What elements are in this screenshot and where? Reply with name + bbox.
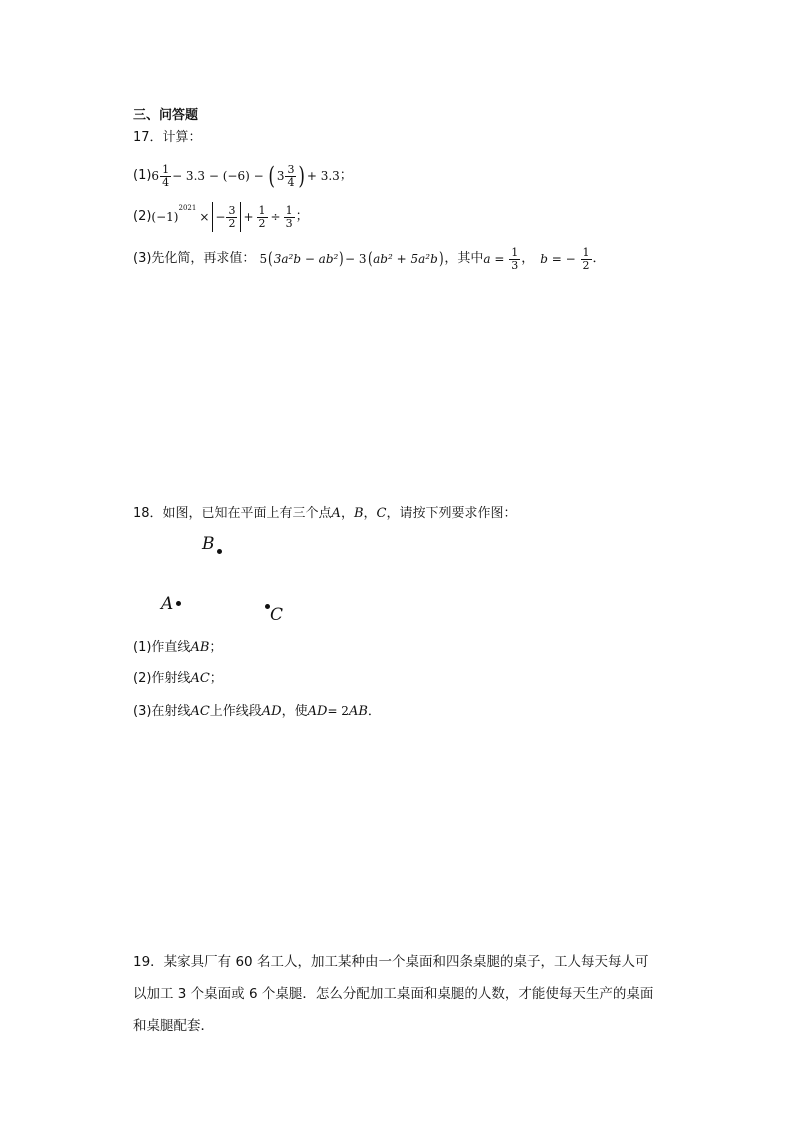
q18-stem-point-c: C xyxy=(376,506,387,521)
q18-item-1: (1)作直线AB； xyxy=(133,640,223,655)
right-paren: ) xyxy=(339,248,344,269)
q18-stem-point-a: A xyxy=(331,506,341,521)
q17-p3-expr1: 3a²b − ab² xyxy=(273,252,339,266)
q17-p3-coef1: 5 xyxy=(259,252,268,266)
q17-p2-plus: + xyxy=(243,210,254,224)
q17-p3-index: (3) xyxy=(133,251,152,266)
q17-p3-sep: ， xyxy=(521,251,535,266)
q19-line-3: 和桌腿配套． xyxy=(133,1018,214,1034)
right-paren: ) xyxy=(298,162,306,190)
left-paren: ( xyxy=(268,162,276,190)
q17-p2-times: × xyxy=(199,210,210,224)
q17-p1-index: (1) xyxy=(133,168,152,183)
q18-stem-pre: 18．如图，已知在平面上有三个点 xyxy=(133,506,332,521)
q18-item-3: (3)在射线AC上作线段AD，使AD= 2AB． xyxy=(133,704,381,719)
q17-p3-frac-b: $\frac{1}{2}$ xyxy=(582,245,590,272)
q17-part1 xyxy=(133,160,353,192)
left-paren: ( xyxy=(367,248,373,269)
q17-p3-frac-a: $\frac{1}{3}$ xyxy=(511,245,519,272)
q17-p1-frac2: $\frac{3}{4}$ xyxy=(287,162,295,189)
q17-p3-lead: 先化简，再求值： xyxy=(151,251,256,266)
q17-part3 xyxy=(133,243,606,275)
point-a-dot xyxy=(176,601,181,606)
q17-p3-coef2: − 3 xyxy=(344,252,367,266)
q19-line-2: 以加工 3 个桌面或 6 个桌腿．怎么分配加工桌面和桌腿的人数，才能使每天生产的桌面 xyxy=(133,986,654,1002)
q17-p3-var-b: b xyxy=(540,252,548,266)
q18-stem: 18．如图，已知在平面上有三个点A，B，C，请按下列要求作图： xyxy=(133,506,517,521)
q17-p1-end: ； xyxy=(339,168,353,183)
q17-p2-base: (−1) xyxy=(151,210,179,224)
q17-p3-eq1: = xyxy=(490,252,509,266)
q19-line-1: 19．某家具厂有 60 名工人，加工某种由一个桌面和四条桌腿的桌子，工人每天每人可 xyxy=(133,954,649,970)
q18-stem-post: ，请按下列要求作图： xyxy=(386,506,517,521)
q17-p1-frac1: $\frac{1}{4}$ xyxy=(162,162,170,189)
q17-p2-divide: ÷ xyxy=(270,210,281,224)
q17-p1-whole2: 3 xyxy=(276,169,285,183)
q17-p3-end: ． xyxy=(592,251,606,266)
q17-p2-index: (2) xyxy=(133,209,152,224)
q17-p3-mid: ，其中 xyxy=(444,251,484,266)
q18-stem-point-b: B xyxy=(353,506,364,521)
q17-p2-exponent: 2021 xyxy=(178,204,197,212)
q17-p2-end: ； xyxy=(295,209,309,224)
q17-p2-frac2: $\frac{1}{3}$ xyxy=(285,203,293,230)
point-b-dot xyxy=(217,549,222,554)
q17-p1-term3: − xyxy=(249,169,268,183)
left-paren: ( xyxy=(268,248,273,269)
q17-p3-eq2: = − xyxy=(547,252,580,266)
q17-p2-absolute-value: − $\frac{3}{2}$ xyxy=(212,202,241,232)
section-title: 三、问答题 xyxy=(133,108,199,123)
point-b-label: B xyxy=(202,534,215,554)
q17-p1-whole1: 6 xyxy=(151,169,160,183)
q17-part2 xyxy=(133,200,309,234)
q17-p1-term4: + 3.3 xyxy=(306,169,340,183)
point-a-label: A xyxy=(161,594,174,614)
q18-item-2: (2)作射线AC； xyxy=(133,671,223,686)
point-c-label: C xyxy=(270,605,284,625)
right-paren: ) xyxy=(438,248,444,269)
q17-p2-frac1: $\frac{1}{2}$ xyxy=(258,203,266,230)
q17-p1-term2: (−6) xyxy=(222,169,250,183)
q17-p3-expr2: ab² + 5a²b xyxy=(373,252,438,266)
q17-p3-var-a: a xyxy=(483,252,491,266)
q17-p1-term1: − 3.3 − xyxy=(172,169,223,183)
q17-number: 17．计算： xyxy=(133,130,202,145)
